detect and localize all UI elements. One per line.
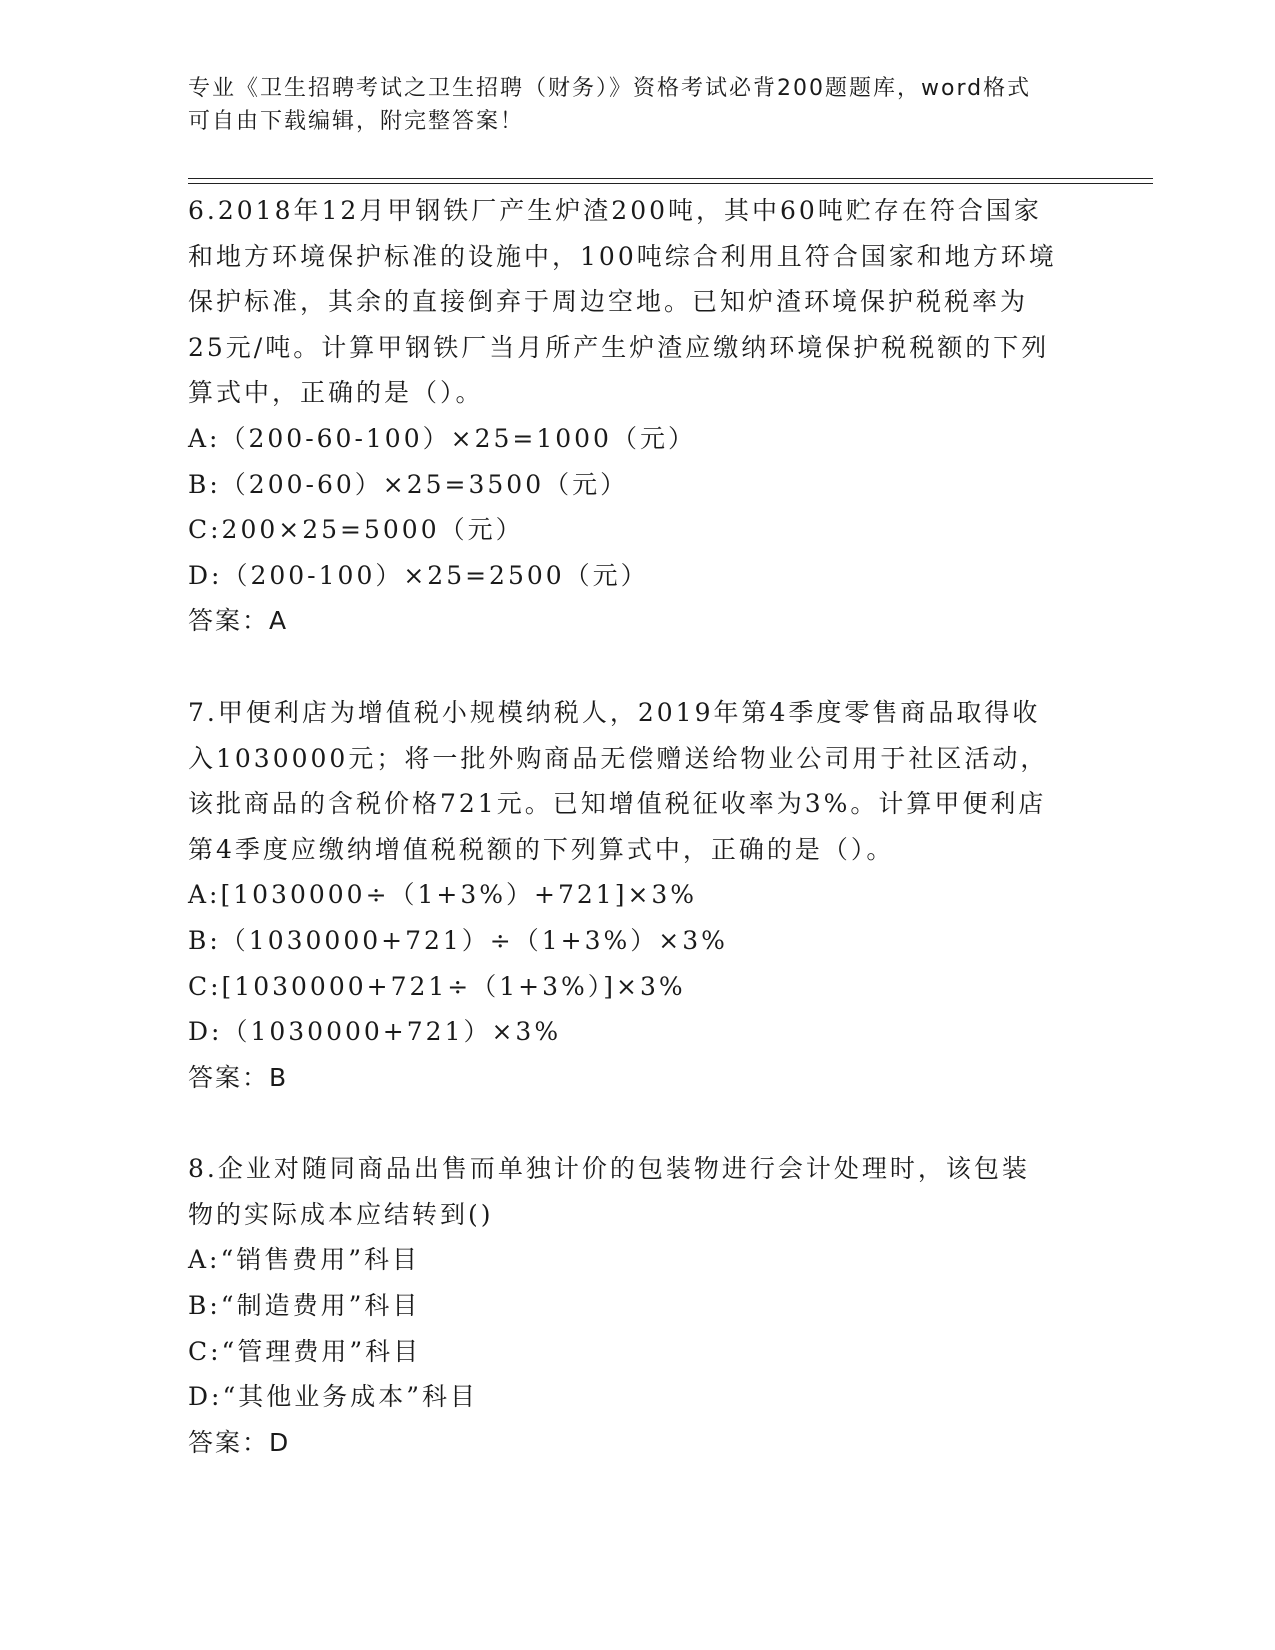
header-line: 可自由下载编辑，附完整答案！ <box>188 109 525 134</box>
question-list <box>188 188 1088 1465</box>
option-b: B:（200-60）×25=3500（元） <box>188 469 629 499</box>
option-a: A:“销售费用”科目 <box>188 1245 421 1275</box>
question-text-line: 入1030000元；将一批外购商品无偿赠送给物业公司用于社区活动， <box>188 743 1049 773</box>
question-text-line: 25元/吨。计算甲钢铁厂当月所产生炉渣应缴纳环境保护税税额的下列 <box>188 332 1050 362</box>
question-text-line: 7.甲便利店为增值税小规模纳税人，2019年第4季度零售商品取得收 <box>188 697 1041 727</box>
question-7 <box>188 690 1088 1100</box>
question-text-line: 保护标准，其余的直接倒弃于周边空地。已知炉渣环境保护税税率为 <box>188 287 1029 317</box>
option-d: D:（1030000+721）×3% <box>188 1017 562 1047</box>
option-d: D:“其他业务成本”科目 <box>188 1382 479 1412</box>
question-text-line: 6.2018年12月甲钢铁厂产生炉渣200吨，其中60吨贮存在符合国家 <box>188 196 1042 225</box>
option-c: C:[1030000+721÷（1+3%）]×3% <box>188 971 686 1001</box>
option-d: D:（200-100）×25=2500（元） <box>188 560 649 590</box>
answer-key: 答案：D <box>188 1427 291 1457</box>
option-c: C:200×25=5000（元） <box>188 515 524 545</box>
option-a: A:[1030000÷（1+3%）+721]×3% <box>188 880 698 910</box>
header-line: 专业《卫生招聘考试之卫生招聘（财务）》资格考试必背200题题库，word格式 <box>188 76 1032 101</box>
question-text-line: 8.企业对随同商品出售而单独计价的包装物进行会计处理时，该包装 <box>188 1154 1030 1184</box>
answer-key: 答案：B <box>188 1062 289 1092</box>
question-text-line: 物的实际成本应结转到() <box>188 1199 494 1229</box>
option-a: A:（200-60-100）×25=1000（元） <box>188 423 696 453</box>
option-b: B:“制造费用”科目 <box>188 1291 421 1321</box>
answer-key: 答案：A <box>188 606 289 636</box>
option-b: B:（1030000+721）÷（1+3%）×3% <box>188 925 728 955</box>
question-8 <box>188 1146 1088 1465</box>
question-text-line: 算式中，正确的是（）。 <box>188 378 484 408</box>
question-text-line: 第4季度应缴纳增值税税额的下列算式中，正确的是（）。 <box>188 834 895 864</box>
option-c: C:“管理费用”科目 <box>188 1336 422 1366</box>
question-6 <box>188 188 1088 644</box>
header-divider <box>188 178 1153 184</box>
question-text-line: 该批商品的含税价格721元。已知增值税征收率为3%。计算甲便利店 <box>188 789 1047 819</box>
document-header <box>188 72 1088 138</box>
question-text-line: 和地方环境保护标准的设施中，100吨综合利用且符合国家和地方环境 <box>188 241 1057 271</box>
